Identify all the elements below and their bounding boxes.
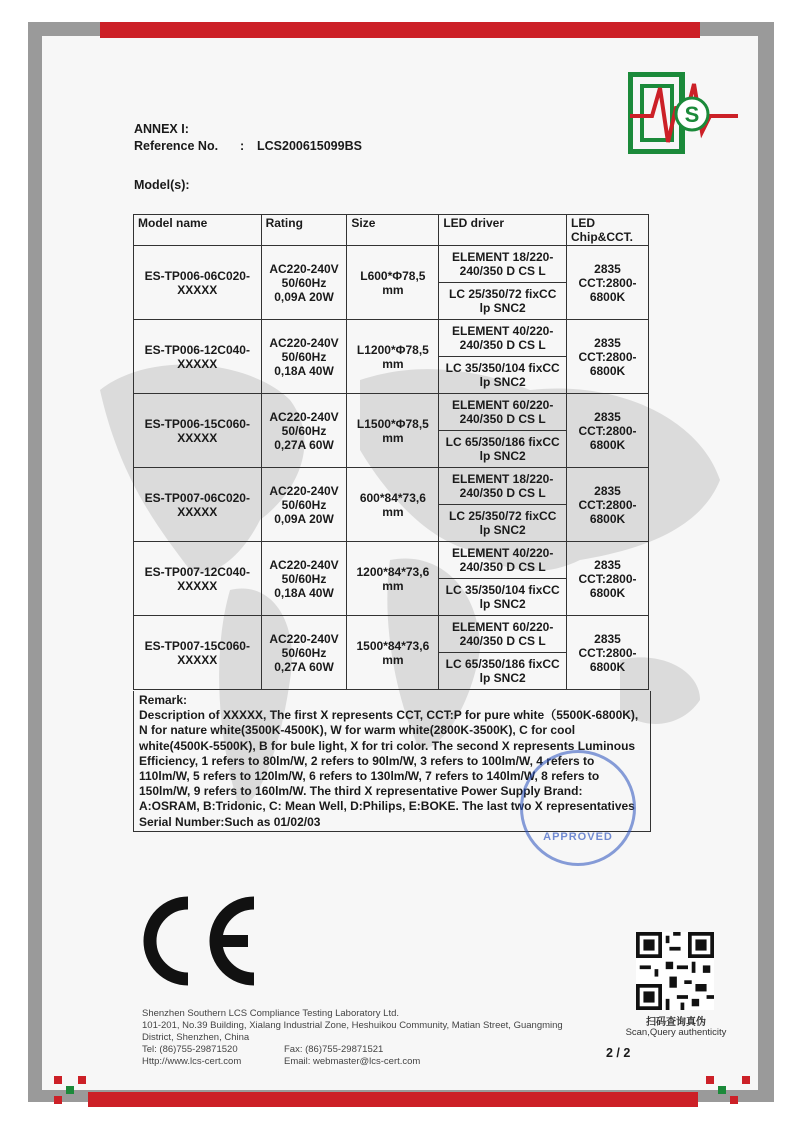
driver-cell: ELEMENT 40/220-240/350 D CS L [439,542,567,579]
footer-fax: Fax: (86)755-29871521 [284,1044,384,1055]
remark-label: Remark: [139,693,188,707]
model-cell: ES-TP007-06C020-XXXXX [134,468,262,542]
size-cell: L1200*Φ78,5 mm [347,320,439,394]
decor-square [730,1096,738,1104]
qr-label-cn: 扫码查询真伪 [646,1017,706,1028]
decor-square [718,1086,726,1094]
chip-cell: 2835 CCT:2800-6800K [567,616,649,690]
qr-label-en: Scan,Query authenticity [625,1027,727,1038]
driver-cell: ELEMENT 60/220-240/350 D CS L [439,394,567,431]
driver-cell: ELEMENT 60/220-240/350 D CS L [439,616,567,653]
footer-address-line1: 101-201, No.39 Building, Xialang Industrial Zone, Heshuikou Community, Matian Street, Guangming [142,1020,563,1031]
chip-cell: 2835 CCT:2800-6800K [567,320,649,394]
decor-square [78,1076,86,1084]
driver-cell: LC 35/350/104 fixCC lp SNC2 [439,579,567,616]
approved-stamp [520,750,636,866]
rating-cell: AC220-240V 50/60Hz 0,09A 20W [261,246,347,320]
reference-number: LCS200615099BS [257,139,362,153]
lcs-logo [628,72,740,154]
table-row [134,542,649,579]
driver-cell: LC 25/350/72 fixCC lp SNC2 [439,505,567,542]
driver-cell: LC 25/350/72 fixCC lp SNC2 [439,283,567,320]
model-cell: ES-TP006-12C040-XXXXX [134,320,262,394]
size-cell: 1200*84*73,6 mm [347,542,439,616]
size-cell: 1500*84*73,6 mm [347,616,439,690]
decor-square [54,1096,62,1104]
svg-text:S: S [684,102,700,127]
header-size: Size [347,215,439,246]
driver-cell: LC 35/350/104 fixCC lp SNC2 [439,357,567,394]
models-table [133,214,649,690]
chip-cell: 2835 CCT:2800-6800K [567,468,649,542]
header-rating: Rating [261,215,347,246]
chip-cell: 2835 CCT:2800-6800K [567,394,649,468]
size-cell: L1500*Φ78,5 mm [347,394,439,468]
table-row [134,394,649,431]
size-cell: 600*84*73,6 mm [347,468,439,542]
chip-cell: 2835 CCT:2800-6800K [567,246,649,320]
qr-code[interactable] [636,932,714,1010]
models-label: Model(s): [134,178,190,192]
top-red-bar [100,22,700,38]
footer-company: Shenzhen Southern LCS Compliance Testing Laboratory Ltd. [142,1008,400,1019]
annex-title: ANNEX I: [134,122,189,136]
size-cell: L600*Φ78,5 mm [347,246,439,320]
ce-mark [132,895,260,987]
footer-address-line2: District, Shenzhen, China [142,1032,250,1043]
driver-cell: LC 65/350/186 fixCC lp SNC2 [439,653,567,690]
model-cell: ES-TP006-06C020-XXXXX [134,246,262,320]
model-cell: ES-TP007-12C040-XXXXX [134,542,262,616]
driver-cell: LC 65/350/186 fixCC lp SNC2 [439,431,567,468]
rating-cell: AC220-240V 50/60Hz 0,18A 40W [261,320,347,394]
header-led-chip-cct: LED Chip&CCT. [567,215,649,246]
rating-cell: AC220-240V 50/60Hz 0,18A 40W [261,542,347,616]
footer-tel: Tel: (86)755-29871520 [142,1044,238,1055]
footer-email[interactable]: Email: webmaster@lcs-cert.com [284,1056,421,1067]
table-row [134,246,649,283]
decor-square [706,1076,714,1084]
table-header-row [134,215,649,246]
table-row [134,320,649,357]
reference-label: Reference No. [134,139,219,153]
table-row [134,616,649,653]
page-number: 2 / 2 [606,1046,631,1060]
decor-square [66,1086,74,1094]
driver-cell: ELEMENT 18/220-240/350 D CS L [439,468,567,505]
model-cell: ES-TP007-15C060-XXXXX [134,616,262,690]
stamp-label: APPROVED [543,831,613,843]
model-cell: ES-TP006-15C060-XXXXX [134,394,262,468]
driver-cell: ELEMENT 18/220-240/350 D CS L [439,246,567,283]
rating-cell: AC220-240V 50/60Hz 0,09A 20W [261,468,347,542]
table-row [134,468,649,505]
footer-website[interactable]: Http://www.lcs-cert.com [142,1056,242,1067]
header-led-driver: LED driver [439,215,567,246]
reference-separator: : [240,139,245,153]
driver-cell: ELEMENT 40/220-240/350 D CS L [439,320,567,357]
chip-cell: 2835 CCT:2800-6800K [567,542,649,616]
rating-cell: AC220-240V 50/60Hz 0,27A 60W [261,616,347,690]
decor-square [742,1076,750,1084]
remark-text: Description of XXXXX, The first X represents CCT, CCT:P for pure white（5500K-6800K), N for nature white(3500K-4500K), W for warm white(2800K-3500K), C for cool white(4500K-5500K), B for bule light, X for tri color. The second X represents Luminous Efficiency, 1 refers to 80lm/W, 2 refers to 90lm/W, 3 refers to 100lm/W, 4 refers to 110lm/W, 5 refers to 120lm/W, 6 refers to 130lm/W, 7 refers to 140lm/W, 8 refers to 150lm/W, 9 refers to 160lm/W. The third X representative Power Supply Brand: A:OSRAM, B:Tridonic, C: Mean Well, D:Philips, E:BOKE. The last two X representatives Serial Number:Such as 01/02/03 [139,708,639,829]
rating-cell: AC220-240V 50/60Hz 0,27A 60W [261,394,347,468]
decor-square [54,1076,62,1084]
bottom-red-bar [88,1092,698,1107]
header-model-name: Model name [134,215,262,246]
